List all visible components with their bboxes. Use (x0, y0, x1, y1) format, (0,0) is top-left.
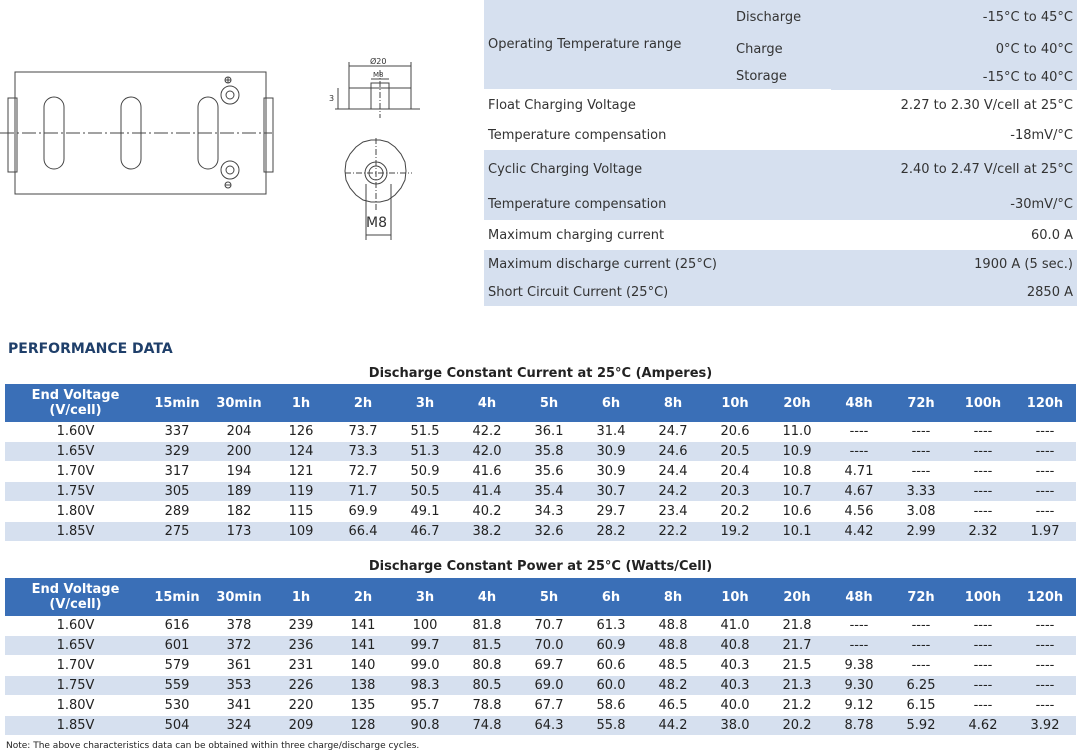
table-cell: 30.7 (580, 482, 642, 502)
table-cell: 209 (270, 716, 332, 736)
table-cell: 140 (332, 656, 394, 676)
battery-technical-drawing (0, 0, 480, 300)
table-cell: 4.71 (828, 462, 890, 482)
spec-row (484, 0, 1077, 34)
table-cell: 70.7 (518, 616, 580, 636)
table-cell: 24.7 (642, 422, 704, 442)
table-cell: ---- (1014, 462, 1076, 482)
table-cell: 99.0 (394, 656, 456, 676)
temp-charge-value: 0°C to 40°C (831, 34, 1077, 64)
column-header: 30min (208, 578, 270, 616)
table-cell: 20.2 (766, 716, 828, 736)
temp-storage-value: -15°C to 40°C (831, 64, 1077, 90)
column-header: 15min (146, 578, 208, 616)
table-cell: 30.9 (580, 442, 642, 462)
table-cell: 36.1 (518, 422, 580, 442)
table-cell: 48.8 (642, 616, 704, 636)
table-cell: 46.5 (642, 696, 704, 716)
table-cell: 60.6 (580, 656, 642, 676)
table-cell: 98.3 (394, 676, 456, 696)
header-row (5, 384, 1076, 422)
cyclic-comp-label: Temperature compensation (484, 188, 831, 220)
table-cell: 119 (270, 482, 332, 502)
table-cell: 220 (270, 696, 332, 716)
table-cell: 61.3 (580, 616, 642, 636)
table-cell: ---- (952, 482, 1014, 502)
table-cell: 5.92 (890, 716, 952, 736)
table-cell: 124 (270, 442, 332, 462)
table-cell: 189 (208, 482, 270, 502)
table-cell: 4.56 (828, 502, 890, 522)
table-cell: 24.6 (642, 442, 704, 462)
table-cell: 579 (146, 656, 208, 676)
row-voltage-cell: 1.70V (5, 462, 146, 482)
table-cell: 48.5 (642, 656, 704, 676)
table-cell: 11.0 (766, 422, 828, 442)
table-cell: 226 (270, 676, 332, 696)
table-cell: 35.6 (518, 462, 580, 482)
table-cell: 126 (270, 422, 332, 442)
row-voltage-cell: 1.60V (5, 616, 146, 636)
column-header: 100h (952, 578, 1014, 616)
cyclic-value: 2.40 to 2.47 V/cell at 25°C (831, 150, 1077, 188)
table-cell: 95.7 (394, 696, 456, 716)
max-charge-label: Maximum charging current (488, 227, 665, 243)
table-cell: 21.3 (766, 676, 828, 696)
battery-top-view (0, 72, 273, 194)
max-discharge-label: Maximum discharge current (25°C) (484, 250, 831, 278)
table-cell: 289 (146, 502, 208, 522)
table-cell: 35.8 (518, 442, 580, 462)
table-cell: 44.2 (642, 716, 704, 736)
table-cell: ---- (952, 462, 1014, 482)
table-cell: 337 (146, 422, 208, 442)
table-cell: 48.8 (642, 636, 704, 656)
table-row (5, 636, 1076, 656)
table-cell: 20.5 (704, 442, 766, 462)
column-header: 2h (332, 384, 394, 422)
column-header: 3h (394, 578, 456, 616)
op-temp-label: Operating Temperature range (484, 0, 732, 90)
table-cell: ---- (890, 462, 952, 482)
table-cell: 40.2 (456, 502, 518, 522)
table-cell: 69.0 (518, 676, 580, 696)
table-cell: 329 (146, 442, 208, 462)
table-cell: 41.4 (456, 482, 518, 502)
table-cell: 6.15 (890, 696, 952, 716)
table-row (5, 696, 1076, 716)
max-discharge-value: 1900 A (5 sec.) (831, 250, 1077, 278)
table-cell: 67.7 (518, 696, 580, 716)
table-cell: 4.67 (828, 482, 890, 502)
temp-discharge-value: -15°C to 45°C (831, 0, 1077, 34)
table-cell: 1.97 (1014, 522, 1076, 542)
power-table (5, 578, 1076, 736)
table-cell: 9.12 (828, 696, 890, 716)
table-row (5, 502, 1076, 522)
table-cell: 80.8 (456, 656, 518, 676)
table-cell: ---- (890, 422, 952, 442)
table-cell: ---- (1014, 656, 1076, 676)
table-cell: 29.7 (580, 502, 642, 522)
table-cell: 601 (146, 636, 208, 656)
table-cell: 361 (208, 656, 270, 676)
column-header: 1h (270, 384, 332, 422)
table-cell: ---- (890, 656, 952, 676)
max-charge-value: 60.0 A (1031, 227, 1073, 243)
table-row (5, 462, 1076, 482)
table-cell: 99.7 (394, 636, 456, 656)
short-circuit-value: 2850 A (831, 278, 1077, 306)
row-voltage-cell: 1.70V (5, 656, 146, 676)
table-cell: ---- (890, 636, 952, 656)
temp-charge-label: Charge (732, 34, 831, 64)
table-cell: 69.7 (518, 656, 580, 676)
table-cell: 24.4 (642, 462, 704, 482)
float-comp-value: -18mV/°C (1010, 127, 1073, 143)
table-cell: 32.6 (518, 522, 580, 542)
header-row (5, 578, 1076, 616)
column-header: 2h (332, 578, 394, 616)
table-cell: 173 (208, 522, 270, 542)
table-cell: 42.0 (456, 442, 518, 462)
table-cell: ---- (952, 636, 1014, 656)
table-cell: 372 (208, 636, 270, 656)
column-header-end-voltage: End Voltage (V/cell) (5, 578, 146, 616)
table-cell: 64.3 (518, 716, 580, 736)
column-header: 48h (828, 384, 890, 422)
table-cell: 10.9 (766, 442, 828, 462)
table-cell: ---- (1014, 482, 1076, 502)
column-header: 6h (580, 384, 642, 422)
table-row (5, 482, 1076, 502)
table-cell: 60.0 (580, 676, 642, 696)
dim-outer: Ø20 (370, 57, 387, 66)
table-row (5, 656, 1076, 676)
table-cell: 6.25 (890, 676, 952, 696)
table-row (5, 616, 1076, 636)
row-voltage-cell: 1.65V (5, 636, 146, 656)
spec-row (484, 90, 1077, 120)
table-cell: ---- (828, 616, 890, 636)
row-voltage-cell: 1.80V (5, 502, 146, 522)
table-cell: 72.7 (332, 462, 394, 482)
table-cell: 34.3 (518, 502, 580, 522)
table-cell: 42.2 (456, 422, 518, 442)
table-cell: 128 (332, 716, 394, 736)
table-cell: ---- (1014, 442, 1076, 462)
table-cell: 55.8 (580, 716, 642, 736)
table-cell: 21.8 (766, 616, 828, 636)
table-cell: ---- (952, 422, 1014, 442)
row-voltage-cell: 1.60V (5, 422, 146, 442)
column-header: 6h (580, 578, 642, 616)
table-cell: 3.08 (890, 502, 952, 522)
table-row (5, 522, 1076, 542)
table-cell: 70.0 (518, 636, 580, 656)
column-header: 15min (146, 384, 208, 422)
table-cell: 182 (208, 502, 270, 522)
specifications-table (484, 0, 1077, 306)
table-row (5, 676, 1076, 696)
table-cell: 22.2 (642, 522, 704, 542)
table-row (5, 422, 1076, 442)
column-header: 5h (518, 578, 580, 616)
row-voltage-cell: 1.65V (5, 442, 146, 462)
table-cell: 141 (332, 616, 394, 636)
table-cell: 20.6 (704, 422, 766, 442)
table-cell: 194 (208, 462, 270, 482)
table-cell: 35.4 (518, 482, 580, 502)
table-cell: 305 (146, 482, 208, 502)
table-cell: 10.8 (766, 462, 828, 482)
row-voltage-cell: 1.80V (5, 696, 146, 716)
spec-row (484, 188, 1077, 220)
table-cell: 378 (208, 616, 270, 636)
table-cell: 109 (270, 522, 332, 542)
table-cell: ---- (828, 636, 890, 656)
table-cell: ---- (1014, 676, 1076, 696)
table-cell: ---- (828, 442, 890, 462)
dim-inner: M8 (373, 71, 384, 79)
table-cell: 41.0 (704, 616, 766, 636)
table-cell: 4.42 (828, 522, 890, 542)
table-cell: 9.30 (828, 676, 890, 696)
table-cell: 21.5 (766, 656, 828, 676)
table-cell: 51.3 (394, 442, 456, 462)
table-cell: 46.7 (394, 522, 456, 542)
table-cell: ---- (952, 616, 1014, 636)
table-cell: ---- (1014, 502, 1076, 522)
table-cell: 3.33 (890, 482, 952, 502)
table-cell: ---- (952, 442, 1014, 462)
column-header: 10h (704, 578, 766, 616)
table-cell: 559 (146, 676, 208, 696)
column-header-end-voltage: End Voltage (V/cell) (5, 384, 146, 422)
table-cell: 40.8 (704, 636, 766, 656)
table-cell: 231 (270, 656, 332, 676)
table-cell: ---- (952, 502, 1014, 522)
table-cell: 30.9 (580, 462, 642, 482)
table-cell: 41.6 (456, 462, 518, 482)
table-cell: 66.4 (332, 522, 394, 542)
table-cell: 341 (208, 696, 270, 716)
table-cell: 31.4 (580, 422, 642, 442)
table-cell: 200 (208, 442, 270, 462)
table-cell: ---- (952, 676, 1014, 696)
table-cell: 90.8 (394, 716, 456, 736)
spec-row (484, 250, 1077, 278)
column-header: 30min (208, 384, 270, 422)
table-cell: 10.6 (766, 502, 828, 522)
row-voltage-cell: 1.85V (5, 522, 146, 542)
table-cell: 24.2 (642, 482, 704, 502)
column-header: 72h (890, 384, 952, 422)
table-cell: 2.32 (952, 522, 1014, 542)
table-cell: 23.4 (642, 502, 704, 522)
table-cell: 2.99 (890, 522, 952, 542)
table-cell: 40.3 (704, 676, 766, 696)
table-cell: 10.7 (766, 482, 828, 502)
table-cell: 4.62 (952, 716, 1014, 736)
table-cell: 20.2 (704, 502, 766, 522)
table-cell: 20.3 (704, 482, 766, 502)
table-cell: 38.0 (704, 716, 766, 736)
table-cell: 73.3 (332, 442, 394, 462)
float-label: Float Charging Voltage (484, 90, 831, 120)
column-header: 10h (704, 384, 766, 422)
column-header: 120h (1014, 578, 1076, 616)
spec-row (484, 278, 1077, 306)
table-cell: 504 (146, 716, 208, 736)
table-cell: 48.2 (642, 676, 704, 696)
table-cell: 73.7 (332, 422, 394, 442)
table-cell: 19.2 (704, 522, 766, 542)
dim-height: 3 (329, 94, 335, 103)
table-cell: 51.5 (394, 422, 456, 442)
row-voltage-cell: 1.75V (5, 676, 146, 696)
spec-row (484, 150, 1077, 188)
temp-discharge-label: Discharge (732, 0, 831, 34)
float-value: 2.27 to 2.30 V/cell at 25°C (900, 97, 1073, 113)
table-cell: 353 (208, 676, 270, 696)
footnote: Note: The above characteristics data can be obtained within three charge/discharge cycles. (6, 741, 420, 751)
table-cell: 21.7 (766, 636, 828, 656)
spec-row (484, 220, 1077, 250)
float-comp-label: Temperature compensation (488, 127, 667, 143)
table-cell: 80.5 (456, 676, 518, 696)
table-cell: 204 (208, 422, 270, 442)
table-cell: ---- (890, 442, 952, 462)
short-circuit-label: Short Circuit Current (25°C) (484, 278, 831, 306)
table-cell: 20.4 (704, 462, 766, 482)
table-cell: 324 (208, 716, 270, 736)
cyclic-label: Cyclic Charging Voltage (484, 150, 831, 188)
table-cell: 141 (332, 636, 394, 656)
table-cell: ---- (952, 656, 1014, 676)
table-cell: 100 (394, 616, 456, 636)
table-cell: 121 (270, 462, 332, 482)
table-cell: 28.2 (580, 522, 642, 542)
column-header: 3h (394, 384, 456, 422)
terminal-label: M8 (366, 215, 387, 231)
table-row (5, 442, 1076, 462)
table-cell: ---- (1014, 422, 1076, 442)
column-header: 100h (952, 384, 1014, 422)
row-voltage-cell: 1.75V (5, 482, 146, 502)
table-cell: 239 (270, 616, 332, 636)
column-header: 8h (642, 578, 704, 616)
table-cell: 38.2 (456, 522, 518, 542)
table-cell: ---- (952, 696, 1014, 716)
table-cell: 60.9 (580, 636, 642, 656)
table-cell: 530 (146, 696, 208, 716)
table-cell: 50.9 (394, 462, 456, 482)
table-cell: 71.7 (332, 482, 394, 502)
table-cell: 135 (332, 696, 394, 716)
table-cell: 49.1 (394, 502, 456, 522)
table-cell: 317 (146, 462, 208, 482)
power-table-title: Discharge Constant Power at 25°C (Watts/Cell) (368, 559, 713, 574)
table-cell: 236 (270, 636, 332, 656)
column-header: 48h (828, 578, 890, 616)
column-header: 1h (270, 578, 332, 616)
table-cell: ---- (1014, 616, 1076, 636)
column-header: 20h (766, 578, 828, 616)
column-header: 8h (642, 384, 704, 422)
column-header: 4h (456, 384, 518, 422)
current-table-title: Discharge Constant Current at 25°C (Amperes) (368, 366, 713, 381)
table-cell: ---- (828, 422, 890, 442)
table-cell: 21.2 (766, 696, 828, 716)
table-cell: 616 (146, 616, 208, 636)
performance-heading: PERFORMANCE DATA (8, 341, 173, 357)
table-cell: 78.8 (456, 696, 518, 716)
spec-row (484, 120, 1077, 150)
row-voltage-cell: 1.85V (5, 716, 146, 736)
table-cell: ---- (1014, 696, 1076, 716)
table-cell: 9.38 (828, 656, 890, 676)
column-header: 20h (766, 384, 828, 422)
table-cell: ---- (1014, 636, 1076, 656)
table-cell: 10.1 (766, 522, 828, 542)
table-cell: 40.0 (704, 696, 766, 716)
table-cell: 275 (146, 522, 208, 542)
table-cell: 69.9 (332, 502, 394, 522)
table-cell: 81.5 (456, 636, 518, 656)
table-cell: 40.3 (704, 656, 766, 676)
column-header: 72h (890, 578, 952, 616)
column-header: 4h (456, 578, 518, 616)
table-cell: ---- (890, 616, 952, 636)
temp-storage-label: Storage (732, 64, 831, 90)
table-cell: 81.8 (456, 616, 518, 636)
table-cell: 58.6 (580, 696, 642, 716)
table-cell: 74.8 (456, 716, 518, 736)
cyclic-comp-value: -30mV/°C (831, 188, 1077, 220)
table-cell: 8.78 (828, 716, 890, 736)
current-table (5, 384, 1076, 542)
table-cell: 115 (270, 502, 332, 522)
table-cell: 50.5 (394, 482, 456, 502)
column-header: 5h (518, 384, 580, 422)
table-cell: 138 (332, 676, 394, 696)
table-cell: 3.92 (1014, 716, 1076, 736)
column-header: 120h (1014, 384, 1076, 422)
table-row (5, 716, 1076, 736)
